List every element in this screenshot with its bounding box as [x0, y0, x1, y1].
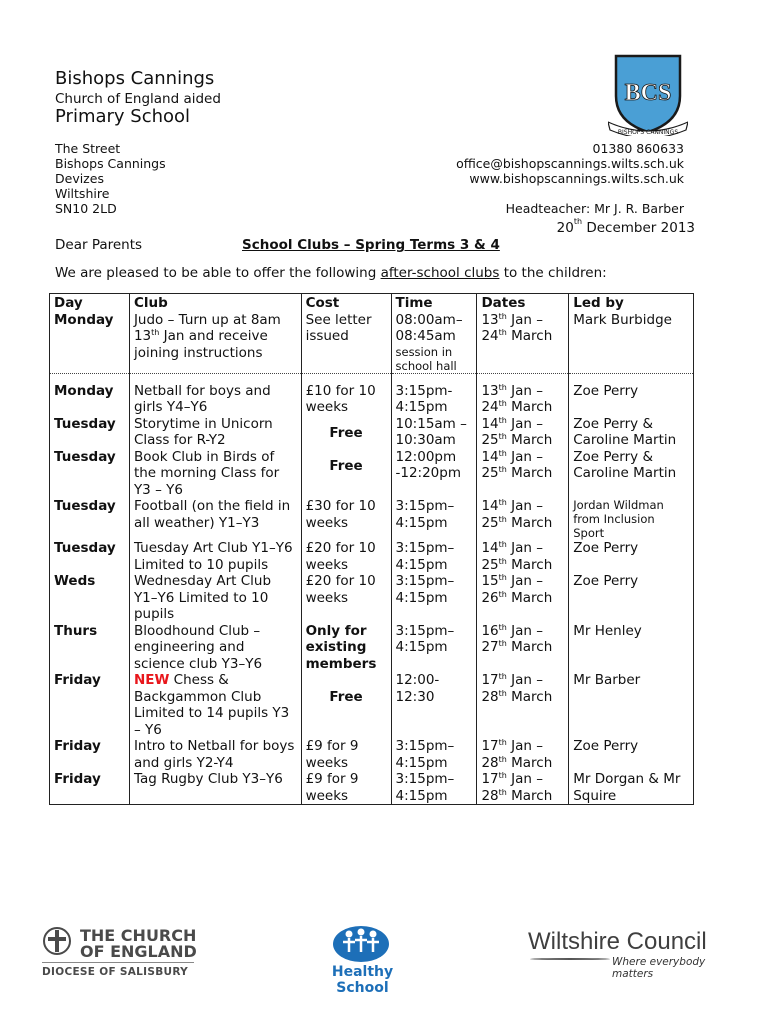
cell-day: Friday — [50, 672, 130, 738]
council-tagline: Where everybody matters — [612, 956, 706, 980]
table-row — [50, 573, 694, 623]
header-led-by: Led by — [569, 294, 694, 312]
cell-dates: 13th Jan – 24th March — [477, 312, 569, 374]
header-dates: Dates — [477, 294, 569, 312]
cell-led-by: Mr Henley — [569, 623, 694, 673]
coe-line2: OF ENGLAND — [80, 942, 197, 961]
cell-cost: £20 for 10 weeks — [301, 540, 391, 573]
letter-date: 20th December 2013 — [556, 217, 695, 236]
cell-club: Netball for boys and girls Y4–Y6 — [129, 373, 301, 416]
website-link[interactable]: www.bishopscannings.wilts.sch.uk — [469, 171, 684, 186]
cell-led-by: Zoe Perry — [569, 573, 694, 623]
cell-dates: 17th Jan – 28th March — [477, 672, 569, 738]
cell-club: Book Club in Birds of the morning Class for Y3 – Y6 — [129, 449, 301, 499]
cell-dates: 14th Jan – 25th March — [477, 449, 569, 499]
cell-club: Tuesday Art Club Y1–Y6 Limited to 10 pupils — [129, 540, 301, 573]
cell-club: Tag Rugby Club Y3–Y6 — [129, 771, 301, 805]
church-of-england-logo — [42, 924, 197, 982]
cell-dates: 14th Jan – 25th March — [477, 416, 569, 449]
address-line: Bishops Cannings — [55, 156, 166, 171]
intro-text: We are pleased to be able to offer the following after-school clubs to the children: — [55, 265, 607, 281]
cell-led-by: Mark Burbidge — [569, 312, 694, 374]
cell-day: Weds — [50, 573, 130, 623]
cell-club: Wednesday Art Club Y1–Y6 Limited to 10 pupils — [129, 573, 301, 623]
healthy-school-text: Healthy School — [331, 964, 394, 996]
cell-cost: Free — [301, 672, 391, 738]
table-row — [50, 672, 694, 738]
cell-day: Tuesday — [50, 498, 130, 540]
table-row — [50, 498, 694, 540]
phone-number: 01380 860633 — [592, 141, 684, 156]
cell-dates: 15th Jan – 26th March — [477, 573, 569, 623]
cell-club: Intro to Netball for boys and girls Y2-Y4 — [129, 738, 301, 771]
header-club: Club — [129, 294, 301, 312]
table-row — [50, 738, 694, 771]
school-crest-logo — [608, 52, 688, 136]
cell-led-by: Zoe Perry — [569, 373, 694, 416]
cell-led-by: Mr Barber — [569, 672, 694, 738]
cell-dates: 13th Jan – 24th March — [477, 373, 569, 416]
table-row — [50, 449, 694, 499]
school-name: Bishops Cannings — [55, 68, 215, 89]
cell-time: 3:15pm–4:15pm — [391, 738, 477, 771]
cell-day: Tuesday — [50, 449, 130, 499]
address-line: Devizes — [55, 171, 104, 186]
header-day: Day — [50, 294, 130, 312]
cell-dates: 14th Jan – 25th March — [477, 498, 569, 540]
svg-text:BISHOPS CANNINGS: BISHOPS CANNINGS — [617, 129, 679, 136]
table-row — [50, 373, 694, 416]
school-address — [55, 141, 166, 216]
cell-cost: £9 for 9 weeks — [301, 738, 391, 771]
cell-dates: 16th Jan – 27th March — [477, 623, 569, 673]
cell-day: Tuesday — [50, 540, 130, 573]
new-badge: NEW — [133, 672, 170, 688]
cell-cost: £20 for 10 weeks — [301, 573, 391, 623]
cell-club: NEW Chess & Backgammon Club Limited to 14 pupils Y3 – Y6 — [129, 672, 301, 738]
cell-time: 12:00pm -12:20pm — [391, 449, 477, 499]
cell-day: Monday — [50, 373, 130, 416]
svg-text:BCS: BCS — [624, 80, 672, 106]
address-line: SN10 2LD — [55, 201, 117, 216]
address-line: Wiltshire — [55, 186, 110, 201]
cell-led-by: Zoe Perry & Caroline Martin — [569, 416, 694, 449]
cell-time: 10:15am –10:30am — [391, 416, 477, 449]
healthy-school-logo — [305, 922, 420, 996]
church-cross-icon — [42, 926, 72, 956]
cell-cost: See letter issued — [301, 312, 391, 374]
cell-dates: 14th Jan – 25th March — [477, 540, 569, 573]
coe-line1: THE CHURCH — [80, 926, 197, 945]
cell-time: 3:15pm-4:15pm — [391, 373, 477, 416]
letter-subject: School Clubs – Spring Terms 3 & 4 — [242, 237, 500, 253]
cell-time: 3:15pm–4:15pm — [391, 540, 477, 573]
cell-led-by: Zoe Perry — [569, 540, 694, 573]
coe-diocese: DIOCESE OF SALISBURY — [42, 966, 189, 978]
council-name: Wiltshire Council — [528, 928, 707, 955]
school-type: Primary School — [55, 106, 191, 127]
cell-cost: £30 for 10 weeks — [301, 498, 391, 540]
cell-cost: £9 for 9 weeks — [301, 771, 391, 805]
header-cost: Cost — [301, 294, 391, 312]
table-row — [50, 416, 694, 449]
cell-led-by: Zoe Perry & Caroline Martin — [569, 449, 694, 499]
greeting: Dear Parents — [55, 237, 143, 253]
school-contact — [456, 141, 684, 186]
school-subtitle: Church of England aided — [55, 91, 221, 107]
cell-led-by: Mr Dorgan & Mr Squire — [569, 771, 694, 805]
cell-club: Bloodhound Club – engineering and science club Y3–Y6 — [129, 623, 301, 673]
healthy-school-figures-icon — [331, 922, 391, 962]
cell-led-by: Jordan Wildman from Inclusion Sport — [569, 498, 694, 540]
cell-day: Thurs — [50, 623, 130, 673]
cell-club: Storytime in Unicorn Class for R-Y2 — [129, 416, 301, 449]
cell-club: Judo – Turn up at 8am 13th Jan and receive joining instructions — [129, 312, 301, 374]
header-time: Time — [391, 294, 477, 312]
cell-cost: Free — [301, 416, 391, 449]
cell-time: 3:15pm–4:15pm — [391, 573, 477, 623]
table-row — [50, 623, 694, 673]
table-row — [50, 540, 694, 573]
cell-day: Friday — [50, 738, 130, 771]
cell-cost: Only for existing members — [301, 623, 391, 673]
wiltshire-council-logo — [528, 928, 718, 980]
cell-time: 3:15pm–4:15pm — [391, 623, 477, 673]
clubs-table — [49, 293, 694, 805]
cell-day: Tuesday — [50, 416, 130, 449]
table-header-row — [50, 294, 694, 312]
table-row — [50, 312, 694, 374]
cell-dates: 17th Jan – 28th March — [477, 771, 569, 805]
cell-day: Friday — [50, 771, 130, 805]
cell-cost: Free — [301, 449, 391, 499]
cell-time: 08:00am–08:45am session in school hall — [391, 312, 477, 374]
cell-dates: 17th Jan – 28th March — [477, 738, 569, 771]
cell-time: 12:00-12:30 — [391, 672, 477, 738]
after-school-clubs-link: after-school clubs — [380, 265, 500, 281]
cell-time: 3:15pm–4:15pm — [391, 498, 477, 540]
cell-cost: £10 for 10 weeks — [301, 373, 391, 416]
address-line: The Street — [55, 141, 121, 156]
cell-day: Monday — [50, 312, 130, 374]
cell-time: 3:15pm–4:15pm — [391, 771, 477, 805]
email-address[interactable]: office@bishopscannings.wilts.sch.uk — [456, 156, 684, 171]
headteacher: Headteacher: Mr J. R. Barber — [505, 201, 684, 216]
table-row — [50, 771, 694, 805]
cell-led-by: Zoe Perry — [569, 738, 694, 771]
cell-club: Football (on the field in all weather) Y1–Y3 — [129, 498, 301, 540]
